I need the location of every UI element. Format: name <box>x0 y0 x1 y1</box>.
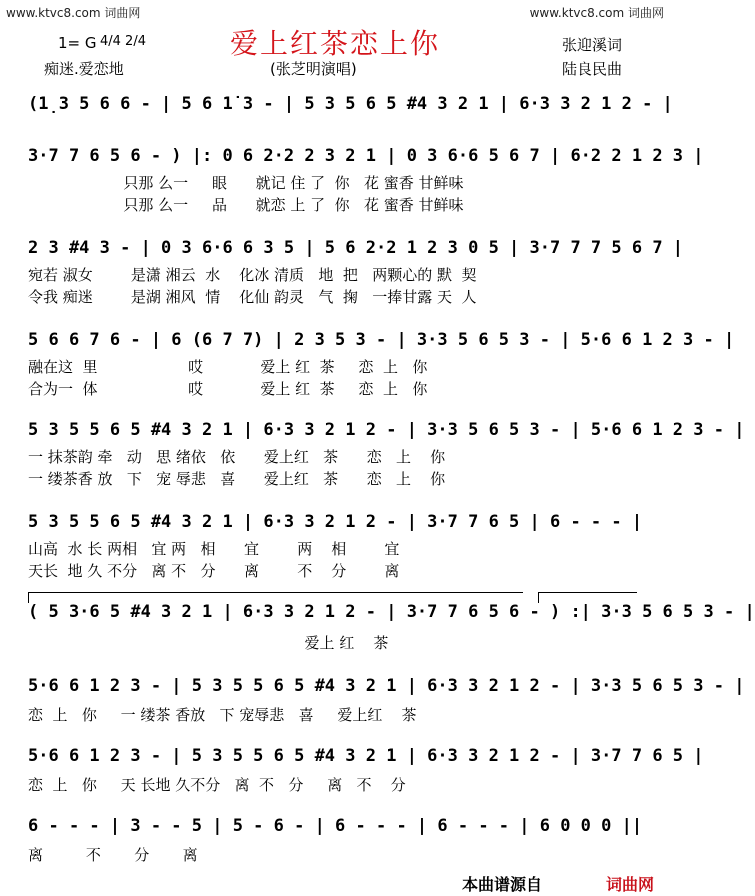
notation-line: ( 5 3·6 5 #4 3 2 1 | 6·3 3 2 1 2 - | 3·7 7 6 5 6 - ) :| 3·3 5 6 5 3 - | <box>28 602 755 622</box>
score-row <box>28 512 643 584</box>
notation-line: 5 6 6 7 6 - | 6 (6 7 7) | 2 3 5 3 - | 3·3 5 6 5 3 - | 5·6 6 1 2 3 - | <box>28 330 735 350</box>
composer-credit: 陆良民曲 <box>562 60 623 78</box>
song-title: 爱上红茶恋上你 <box>229 27 440 60</box>
lyricist-credit: 张迎溪词 <box>562 36 623 54</box>
style-marking: 痴迷.爱恋地 <box>44 60 124 78</box>
lyric-line: 只那 么一 品 就恋 上 了 你 花 蜜香 甘鲜味 <box>28 196 464 214</box>
score-row <box>28 146 704 218</box>
notation-line: 5 3 5 5 6 5 #4 3 2 1 | 6·3 3 2 1 2 - | 3·3 5 6 5 3 - | 5·6 6 1 2 3 - | <box>28 420 745 440</box>
score-row <box>28 602 755 674</box>
notation-line: 5·6 6 1 2 3 - | 5 3 5 5 6 5 #4 3 2 1 | 6·3 3 2 1 2 - | 3·3 5 6 5 3 - | <box>28 676 745 696</box>
lyric-line: 一 抹茶韵 牵 动 思 绪依 依 爱上红 茶 恋 上 你 <box>28 448 446 466</box>
source-note: 本曲谱源自 <box>462 875 543 894</box>
score-row <box>28 238 684 310</box>
lyric-line: 山高 水 长 两相 宜 两 相 宜 两 相 宜 <box>28 540 400 558</box>
lyric-line: 融在这 里 哎 爱上 红 茶 恋 上 你 <box>28 358 428 376</box>
lyric-line: 令我 痴迷 是湖 湘风 情 化仙 韵灵 气 掬 一捧甘露 天 人 <box>28 288 477 306</box>
notation-line: (1̣3 5 6 6 - | 5 6 1̇ 3 - | 5 3 5 6 5 #4 3 2 1 | 6·3 3 2 1 2 - | <box>28 94 673 114</box>
lyric-line: 恋 上 你 一 缕茶 香放 下 宠辱悲 喜 爱上红 茶 <box>28 706 417 724</box>
notation-line: 2 3 #4 3 - | 0 3 6·6 6 3 5 | 5 6 2·2 1 2 3 0 5 | 3·7 7 7 5 6 7 | <box>28 238 684 258</box>
singer-credit: (张芝明演唱) <box>270 60 357 78</box>
key-signature: 1= G <box>58 34 97 52</box>
lyric-line: 离 不 分 离 <box>28 846 198 864</box>
notation-line: 3·7 7 6 5 6 - ) |: 0 6 2·2 2 3 2 1 | 0 3 6·6 5 6 7 | 6·2 2 1 2 3 | <box>28 146 704 166</box>
lyric-line: 一 缕茶香 放 下 宠 辱悲 喜 爱上红 茶 恋 上 你 <box>28 470 446 488</box>
watermark-left: www.ktvc8.com 词曲网 <box>6 6 141 20</box>
time-signature: 4/4 2/4 <box>100 34 146 49</box>
notation-line: 6 - - - | 3 - - 5 | 5 - 6 - | 6 - - - | 6 - - - | 6 0 0 0 || <box>28 816 643 836</box>
score-row <box>28 746 704 818</box>
notation-line: 5·6 6 1 2 3 - | 5 3 5 5 6 5 #4 3 2 1 | 6·3 3 2 1 2 - | 3·7 7 6 5 | <box>28 746 704 766</box>
notation-line: 5 3 5 5 6 5 #4 3 2 1 | 6·3 3 2 1 2 - | 3·7 7 6 5 | 6 - - - | <box>28 512 643 532</box>
score-row <box>28 330 735 402</box>
lyric-line: 爱上 红 茶 <box>28 634 389 652</box>
lyric-line: 只那 么一 眼 就记 住 了 你 花 蜜香 甘鲜味 <box>28 174 464 192</box>
site-logo[interactable]: 词曲网 <box>606 875 655 894</box>
lyric-line: 恋 上 你 天 长地 久不分 离 不 分 离 不 分 <box>28 776 406 794</box>
watermark-right: www.ktvc8.com 词曲网 <box>529 6 664 20</box>
lyric-line: 宛若 淑女 是潇 湘云 水 化冰 清质 地 把 两颗心的 默 契 <box>28 266 477 284</box>
score-row <box>28 420 745 492</box>
lyric-line: 合为一 体 哎 爱上 红 茶 恋 上 你 <box>28 380 428 398</box>
score-row <box>28 676 745 748</box>
lyric-line: 天长 地 久 不分 离 不 分 离 不 分 离 <box>28 562 400 580</box>
